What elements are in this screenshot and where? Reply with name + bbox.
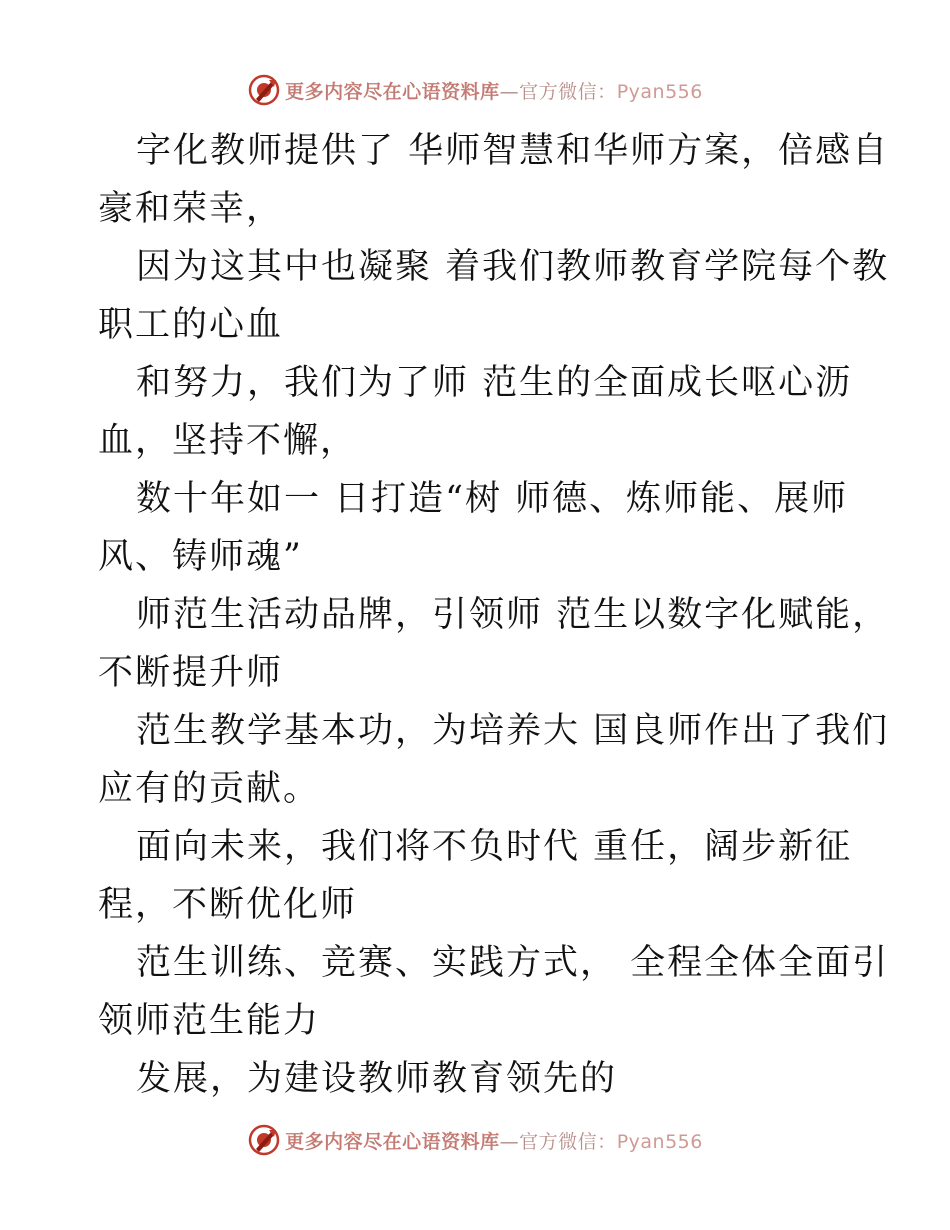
brand-logo-icon	[247, 1123, 281, 1157]
paragraph-line: 字化教师提供了 华师智慧和华师方案，倍感自	[136, 131, 890, 171]
paragraph-line: 发展，为建设教师教育领先的	[136, 1059, 618, 1099]
paragraph-line: 领师范生能力	[98, 1001, 321, 1041]
banner-wechat-label: 官方微信：	[519, 1130, 617, 1153]
paragraph	[98, 354, 858, 470]
brand-logo-icon	[247, 73, 281, 107]
paragraph-line: 和努力，我们为了师 范生的全面成长呕心沥	[136, 363, 853, 403]
paragraph	[98, 470, 858, 586]
banner-separator: —	[499, 1130, 520, 1153]
paragraph-line: 职工的心血	[98, 305, 284, 345]
paragraph	[98, 122, 890, 238]
paragraph-line: 血，坚持不懈，	[98, 421, 358, 461]
banner-text	[285, 1127, 703, 1154]
banner-main-text: 更多内容尽在心语资料库	[285, 80, 500, 103]
paragraph	[98, 934, 890, 1050]
document-body	[98, 122, 890, 1108]
paragraph-line: 不断提升师	[98, 653, 284, 693]
banner-main-text: 更多内容尽在心语资料库	[285, 1130, 500, 1153]
paragraph-line: 风、铸师魂”	[98, 537, 303, 577]
paragraph-line: 应有的贡献。	[98, 769, 321, 809]
banner-separator: —	[499, 80, 520, 103]
paragraph	[98, 238, 890, 354]
header-banner	[0, 70, 950, 110]
paragraph	[98, 586, 890, 702]
paragraph-line: 程，不断优化师	[98, 885, 358, 925]
paragraph-line: 范生训练、竞赛、实践方式， 全程全体全面引	[136, 943, 890, 983]
banner-wechat-id: Pyan556	[616, 1130, 703, 1153]
paragraph	[98, 1050, 858, 1108]
paragraph-line: 数十年如一 日打造“树 师德、炼师能、展师	[136, 479, 849, 519]
footer-banner	[0, 1120, 950, 1160]
paragraph-line: 豪和荣幸，	[98, 189, 284, 229]
paragraph-line: 师范生活动品牌，引领师 范生以数字化赋能，	[136, 595, 890, 635]
paragraph	[98, 702, 890, 818]
paragraph-line: 范生教学基本功，为培养大 国良师作出了我们	[136, 711, 890, 751]
banner-text	[285, 77, 703, 104]
paragraph	[98, 818, 858, 934]
paragraph-line: 因为这其中也凝聚 着我们教师教育学院每个教	[136, 247, 890, 287]
banner-wechat-id: Pyan556	[616, 80, 703, 103]
banner-wechat-label: 官方微信：	[519, 80, 617, 103]
paragraph-line: 面向未来，我们将不负时代 重任，阔步新征	[136, 827, 853, 867]
